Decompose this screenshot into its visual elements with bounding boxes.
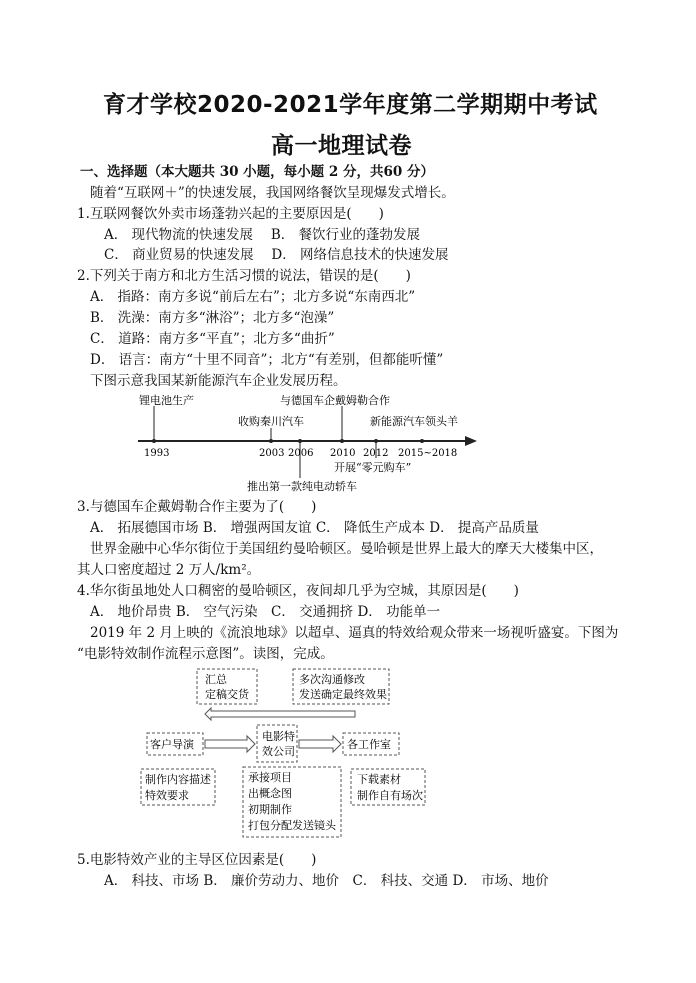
question-2-option-d: D． 语言：南方“十里不同音”；北方“有差别，但都能听懂”: [90, 352, 444, 368]
question-2-option-c: C． 道路：南方多“平直”；北方多“曲折”: [90, 331, 335, 347]
timeline-arrow: [465, 436, 477, 446]
svg-text:客户导演: 客户导演: [150, 738, 194, 751]
svg-text:承接项目: 承接项目: [248, 771, 292, 784]
svg-text:特效要求: 特效要求: [145, 789, 189, 802]
year-2006: 2006: [288, 448, 314, 459]
svg-text:多次沟通修改: 多次沟通修改: [299, 673, 365, 686]
flowchart-diagram: [135, 665, 435, 845]
arrow-top: [205, 708, 355, 720]
question-4-stem: 4.华尔街虽地处人口稠密的曼哈顿区，夜间却几乎为空城，其原因是( ): [77, 583, 519, 599]
arrow-client-company: [205, 736, 255, 752]
svg-text:电影特: 电影特: [262, 730, 295, 743]
arrow-company-studios: [299, 736, 341, 752]
svg-text:初期制作: 初期制作: [248, 803, 292, 816]
event-lithium: 锂电池生产: [139, 394, 194, 407]
question-1-stem: 1.互联网餐饮外卖市场蓬勃兴起的主要原因是( ): [77, 206, 384, 222]
passage-4-line-1: 2019 年 2 月上映的《流浪地球》以超卓、逼真的特效给观众带来一场视听盛宴。下图为: [90, 625, 619, 641]
question-3-stem: 3.与德国车企戴姆勒合作主要为了( ): [77, 499, 317, 515]
event-zero-yuan: 开展“零元购车”: [334, 461, 412, 474]
svg-text:定稿交货: 定稿交货: [205, 688, 249, 701]
question-4-options: A． 地价昂贵 B． 空气污染 C． 交通拥挤 D． 功能单一: [90, 604, 441, 620]
question-1-options-ab: A． 现代物流的快速发展 B． 餐饮行业的蓬勃发展: [104, 227, 421, 243]
question-3-options: A． 拓展德国市场 B． 增强两国友谊 C． 降低生产成本 D． 提高产品质量: [90, 520, 539, 536]
year-2003: 2003: [259, 448, 285, 459]
page-subtitle: 高一地理试卷: [271, 133, 412, 159]
question-2-option-a: A． 指路：南方多说“前后左右”；北方多说“东南西北”: [90, 289, 416, 305]
svg-text:出概念图: 出概念图: [248, 787, 292, 800]
svg-text:各工作室: 各工作室: [347, 738, 391, 751]
section-heading: 一、选择题（本大题共 30 小题，每小题 2 分，共60 分）: [80, 164, 434, 180]
event-qinchuan: 收购秦川汽车: [238, 415, 304, 428]
svg-text:下载素材: 下载素材: [357, 773, 401, 786]
svg-text:制作自有场次: 制作自有场次: [357, 789, 423, 802]
timeline-diagram: [130, 392, 490, 497]
question-1-options-cd: C． 商业贸易的快速发展 D． 网络信息技术的快速发展: [104, 247, 449, 263]
svg-text:效公司: 效公司: [262, 745, 295, 758]
passage-3-line-2: 其人口密度超过 2 万人/km²。: [77, 562, 261, 578]
question-2-option-b: B． 洗澡：南方多“淋浴”；北方多“泡澡”: [90, 310, 335, 326]
event-daimler: 与德国车企戴姆勒合作: [280, 394, 390, 407]
svg-text:制作内容描述: 制作内容描述: [145, 773, 211, 786]
year-2010: 2010: [330, 448, 356, 459]
year-1993: 1993: [144, 448, 170, 459]
page-title: 育才学校2020-2021学年度第二学期期中考试: [103, 92, 598, 118]
passage-1: 随着“互联网＋”的快速发展，我国网络餐饮呈现爆发式增长。: [90, 185, 455, 201]
passage-2: 下图示意我国某新能源汽车企业发展历程。: [90, 373, 347, 389]
passage-3-line-1: 世界金融中心华尔街位于美国纽约曼哈顿区。曼哈顿是世界上最大的摩天大楼集中区，: [90, 541, 603, 557]
svg-text:打包分配发送镜头: 打包分配发送镜头: [248, 819, 336, 832]
year-2012: 2012: [363, 448, 389, 459]
question-2-stem: 2.下列关于南方和北方生活习惯的说法，错误的是( ): [77, 268, 411, 284]
passage-4-line-2: “电影特效制作流程示意图”。读图，完成。: [77, 646, 334, 662]
question-5-options: A． 科技、市场 B． 廉价劳动力、地价 C． 科技、交通 D． 市场、地价: [104, 873, 549, 889]
svg-text:汇总: 汇总: [205, 673, 227, 686]
question-5-stem: 5.电影特效产业的主导区位因素是( ): [77, 852, 317, 868]
event-leader: 新能源汽车领头羊: [370, 415, 458, 428]
year-2015-2018: 2015~2018: [398, 448, 458, 459]
svg-text:发送确定最终效果: 发送确定最终效果: [299, 688, 387, 701]
event-first-ev: 推出第一款纯电动轿车: [247, 480, 357, 493]
